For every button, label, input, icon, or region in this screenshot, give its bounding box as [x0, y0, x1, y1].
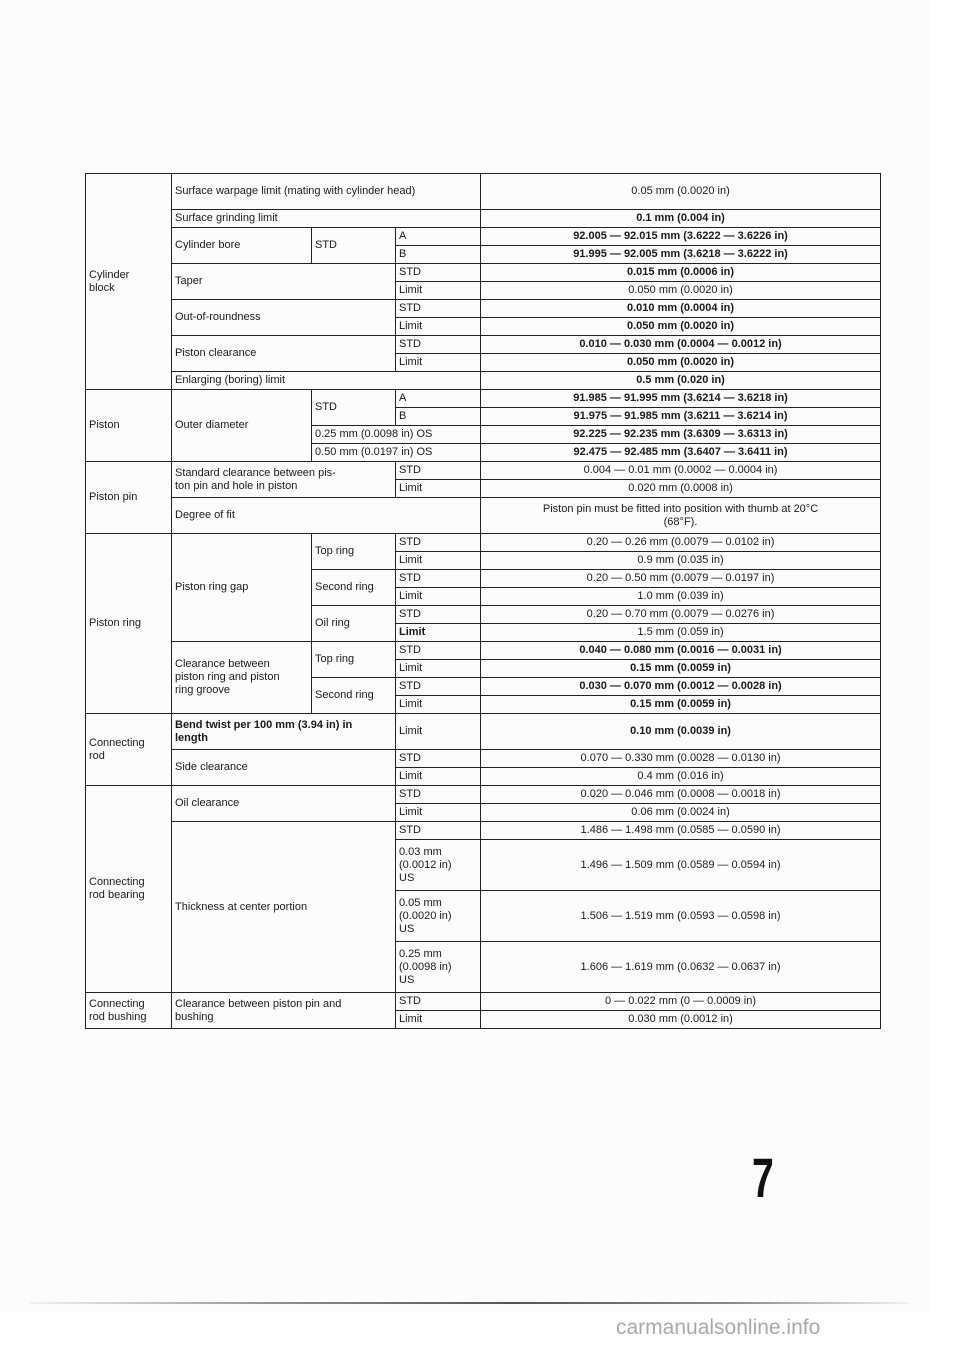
spec-value: 92.475 — 92.485 mm (3.6407 — 3.6411 in) — [481, 444, 881, 462]
table-row — [86, 462, 881, 480]
spec-value: 0.030 mm (0.0012 in) — [481, 1011, 881, 1029]
spec-qualifier: 0.25 mm (0.0098 in) OS — [312, 426, 481, 444]
spec-qualifier: STD — [396, 750, 481, 768]
spec-value: Piston pin must be fitted into position with thumb at 20°C (68°F). — [481, 498, 881, 534]
spec-qualifier: Limit — [396, 552, 481, 570]
table-row — [86, 372, 881, 390]
spec-qualifier: 0.25 mm (0.0098 in) US — [396, 942, 481, 993]
spec-label: Degree of fit — [172, 498, 481, 534]
specification-table — [85, 173, 881, 1029]
spec-label: Standard clearance between pis- ton pin and hole in piston — [172, 462, 396, 498]
table-row — [86, 390, 881, 408]
spec-value: 0.5 mm (0.020 in) — [481, 372, 881, 390]
spec-qualifier: STD — [312, 228, 396, 264]
watermark-text: carmanualsonline.info — [616, 1316, 821, 1339]
spec-sublabel: Second ring — [312, 678, 396, 714]
spec-qualifier: STD — [396, 678, 481, 696]
spec-value: 0.050 mm (0.0020 in) — [481, 318, 881, 336]
spec-value: 91.975 — 91.985 mm (3.6211 — 3.6214 in) — [481, 408, 881, 426]
table-row — [86, 336, 881, 354]
table-row — [86, 174, 881, 210]
spec-label: Surface warpage limit (mating with cylinder head) — [172, 174, 481, 210]
spec-value: 0 — 0.022 mm (0 — 0.0009 in) — [481, 993, 881, 1011]
spec-grade: A — [396, 390, 481, 408]
table-row — [86, 642, 881, 660]
table-row — [86, 822, 881, 840]
table-row — [86, 993, 881, 1011]
spec-qualifier: Limit — [396, 714, 481, 750]
row-group-label: Connecting rod — [86, 714, 172, 786]
row-group-label: Piston — [86, 390, 172, 462]
spec-value: 0.050 mm (0.0020 in) — [481, 354, 881, 372]
spec-qualifier: 0.05 mm (0.0020 in) US — [396, 891, 481, 942]
spec-label: Piston clearance — [172, 336, 396, 372]
spec-value: 0.06 mm (0.0024 in) — [481, 804, 881, 822]
spec-value: 0.010 mm (0.0004 in) — [481, 300, 881, 318]
spec-label: Out-of-roundness — [172, 300, 396, 336]
spec-sublabel: Top ring — [312, 642, 396, 678]
spec-qualifier: 0.03 mm (0.0012 in) US — [396, 840, 481, 891]
spec-qualifier: Limit — [396, 768, 481, 786]
spec-label: Enlarging (boring) limit — [172, 372, 481, 390]
spec-value: 1.606 — 1.619 mm (0.0632 — 0.0637 in) — [481, 942, 881, 993]
spec-qualifier: STD — [396, 786, 481, 804]
spec-value: 1.496 — 1.509 mm (0.0589 — 0.0594 in) — [481, 840, 881, 891]
table-row — [86, 534, 881, 552]
spec-qualifier: Limit — [396, 480, 481, 498]
spec-qualifier: STD — [396, 606, 481, 624]
spec-label: Taper — [172, 264, 396, 300]
spec-label: Side clearance — [172, 750, 396, 786]
row-group-label: Connecting rod bushing — [86, 993, 172, 1029]
spec-qualifier: STD — [396, 462, 481, 480]
spec-value: 92.225 — 92.235 mm (3.6309 — 3.6313 in) — [481, 426, 881, 444]
spec-grade: B — [396, 246, 481, 264]
spec-qualifier: Limit — [396, 354, 481, 372]
spec-value: 0.20 — 0.26 mm (0.0079 — 0.0102 in) — [481, 534, 881, 552]
spec-label: Thickness at center portion — [172, 822, 396, 993]
spec-value: 0.040 — 0.080 mm (0.0016 — 0.0031 in) — [481, 642, 881, 660]
spec-qualifier: STD — [396, 993, 481, 1011]
spec-qualifier: Limit — [396, 588, 481, 606]
spec-label: Bend twist per 100 mm (3.94 in) in length — [172, 714, 396, 750]
spec-value: 0.15 mm (0.0059 in) — [481, 696, 881, 714]
table-row — [86, 750, 881, 768]
table-row — [86, 786, 881, 804]
spec-grade: B — [396, 408, 481, 426]
spec-qualifier: STD — [396, 264, 481, 282]
spec-qualifier: STD — [396, 822, 481, 840]
page-bottom-rule — [30, 1302, 910, 1304]
spec-value: 0.004 — 0.01 mm (0.0002 — 0.0004 in) — [481, 462, 881, 480]
spec-sublabel: Top ring — [312, 534, 396, 570]
page-margin — [930, 0, 960, 1356]
spec-value: 0.050 mm (0.0020 in) — [481, 282, 881, 300]
spec-label: Clearance between piston pin and bushing — [172, 993, 396, 1029]
spec-qualifier: STD — [396, 336, 481, 354]
spec-value: 0.4 mm (0.016 in) — [481, 768, 881, 786]
row-group-label: Cylinder block — [86, 174, 172, 390]
spec-value: 1.486 — 1.498 mm (0.0585 — 0.0590 in) — [481, 822, 881, 840]
table-row — [86, 228, 881, 246]
table-row — [86, 498, 881, 534]
spec-label: Surface grinding limit — [172, 210, 481, 228]
spec-value: 0.030 — 0.070 mm (0.0012 — 0.0028 in) — [481, 678, 881, 696]
spec-value: 0.020 mm (0.0008 in) — [481, 480, 881, 498]
spec-value: 0.020 — 0.046 mm (0.0008 — 0.0018 in) — [481, 786, 881, 804]
row-group-label: Piston ring — [86, 534, 172, 714]
spec-label: Piston ring gap — [172, 534, 312, 642]
spec-value: 92.005 — 92.015 mm (3.6222 — 3.6226 in) — [481, 228, 881, 246]
spec-qualifier: STD — [396, 534, 481, 552]
row-group-label: Connecting rod bearing — [86, 786, 172, 993]
spec-qualifier: STD — [312, 390, 396, 426]
spec-qualifier: STD — [396, 570, 481, 588]
spec-value: 0.1 mm (0.004 in) — [481, 210, 881, 228]
spec-value: 0.05 mm (0.0020 in) — [481, 174, 881, 210]
spec-value: 0.20 — 0.50 mm (0.0079 — 0.0197 in) — [481, 570, 881, 588]
spec-value: 1.506 — 1.519 mm (0.0593 — 0.0598 in) — [481, 891, 881, 942]
page-number: 7 — [752, 1146, 774, 1209]
spec-qualifier: Limit — [396, 624, 481, 642]
spec-qualifier: Limit — [396, 696, 481, 714]
spec-qualifier: STD — [396, 642, 481, 660]
spec-sublabel: Second ring — [312, 570, 396, 606]
table-row — [86, 300, 881, 318]
spec-value: 1.0 mm (0.039 in) — [481, 588, 881, 606]
spec-label: Cylinder bore — [172, 228, 312, 264]
spec-sublabel: Oil ring — [312, 606, 396, 642]
spec-value: 0.10 mm (0.0039 in) — [481, 714, 881, 750]
spec-label: Oil clearance — [172, 786, 396, 822]
row-group-label: Piston pin — [86, 462, 172, 534]
spec-value: 0.010 — 0.030 mm (0.0004 — 0.0012 in) — [481, 336, 881, 354]
spec-qualifier: Limit — [396, 660, 481, 678]
spec-value: 0.015 mm (0.0006 in) — [481, 264, 881, 282]
table-row — [86, 714, 881, 750]
spec-value: 0.070 — 0.330 mm (0.0028 — 0.0130 in) — [481, 750, 881, 768]
table-row — [86, 210, 881, 228]
spec-label: Outer diameter — [172, 390, 312, 462]
spec-value: 0.9 mm (0.035 in) — [481, 552, 881, 570]
spec-value: 0.15 mm (0.0059 in) — [481, 660, 881, 678]
spec-label: Clearance between piston ring and piston ring groove — [172, 642, 312, 714]
spec-qualifier: Limit — [396, 1011, 481, 1029]
spec-qualifier: STD — [396, 300, 481, 318]
spec-qualifier: Limit — [396, 282, 481, 300]
spec-value: 0.20 — 0.70 mm (0.0079 — 0.0276 in) — [481, 606, 881, 624]
spec-qualifier: 0.50 mm (0.0197 in) OS — [312, 444, 481, 462]
spec-qualifier: Limit — [396, 804, 481, 822]
spec-grade: A — [396, 228, 481, 246]
spec-qualifier: Limit — [396, 318, 481, 336]
spec-value: 1.5 mm (0.059 in) — [481, 624, 881, 642]
spec-value: 91.985 — 91.995 mm (3.6214 — 3.6218 in) — [481, 390, 881, 408]
spec-value: 91.995 — 92.005 mm (3.6218 — 3.6222 in) — [481, 246, 881, 264]
table-row — [86, 264, 881, 282]
